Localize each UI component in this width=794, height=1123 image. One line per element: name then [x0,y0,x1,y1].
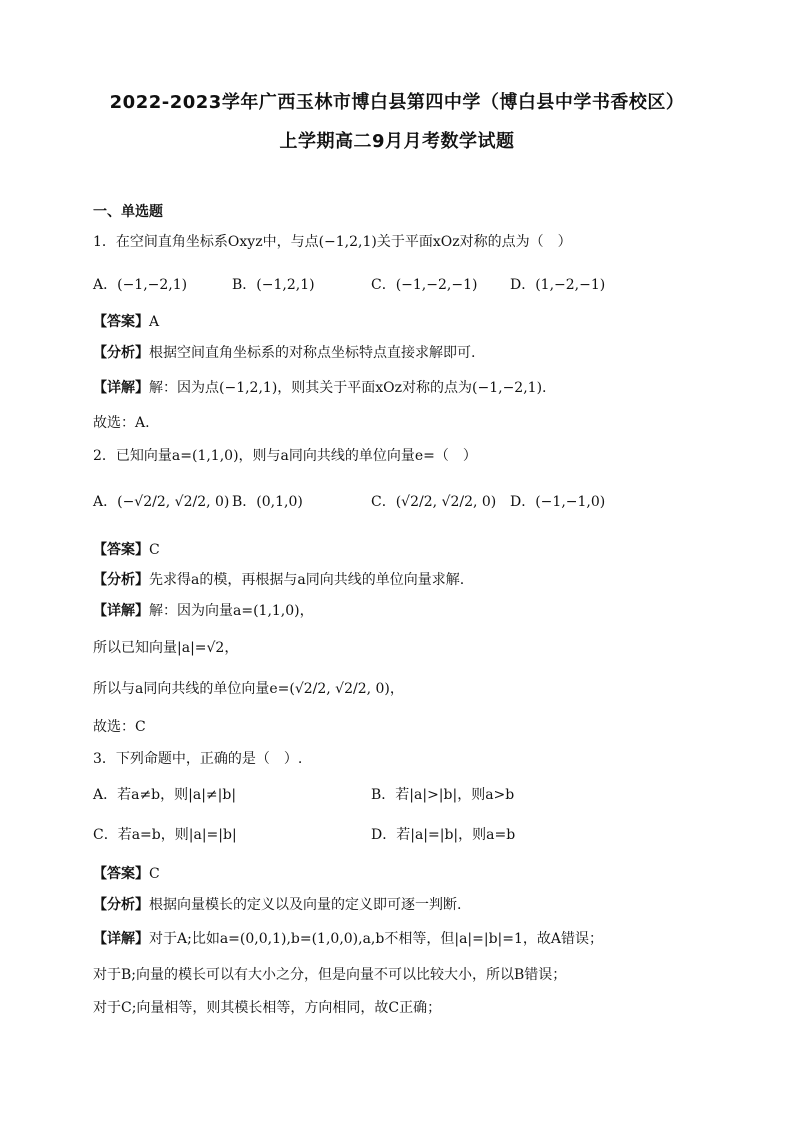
q3-detail-3: 对于C;向量相等，则其模长相等，方向相同，故C正确； [93,1000,442,1016]
q2-answer: C [149,542,160,558]
title-line-2: 上学期高二9月月考数学试题 [279,131,515,152]
q3-detail-2: 对于B;向量的模长可以有大小之分，但是向量不可以比较大小，所以B错误； [93,967,567,983]
q3-detail: 对于A;比如a=(0,0,1),b=(1,0,0),a,b不相等，但|a|=|b|=1，故A错误； [149,931,604,947]
q3-option-a: A．若a≠b，则|a|≠|b| [93,787,237,803]
q3-option-c: C．若a=b，则|a|=|b| [93,827,237,843]
q3-stem: 3．下列命题中，正确的是（ ）. [93,751,303,767]
q3-option-b: B．若|a|>|b|，则a>b [371,787,515,803]
q2-choose: 故选：C [93,719,146,735]
q3-option-d: D．若|a|=|b|，则a=b [371,827,516,843]
q2-detail-2: 所以已知向量|a|=√2， [93,640,239,656]
section-heading: 一、单选题 [93,204,163,220]
q1-analysis-tag: 【分析】 [93,345,149,361]
q1-analysis-line [93,343,475,363]
q1-choose: 故选：A. [93,415,150,431]
q1-option-a: A．(−1,−2,1) [93,277,188,293]
q2-detail-tag: 【详解】 [93,603,149,619]
q2-answer-tag: 【答案】 [93,542,149,558]
q1-answer: A [149,314,160,330]
q3-detail-line [93,929,603,949]
q3-analysis-line [93,895,461,915]
q2-stem: 2．已知向量a=(1,1,0)，则与a同向共线的单位向量e=（ ） [93,448,477,464]
q2-option-c: C．(√2/2, √2/2, 0) [371,494,497,510]
q2-option-a: A．(−√2/2, √2/2, 0) [93,494,230,510]
q2-detail: 解：因为向量a=(1,1,0)， [149,603,314,619]
q3-detail-tag: 【详解】 [93,931,149,947]
q2-analysis-tag: 【分析】 [93,572,149,588]
q2-option-d: D．(−1,−1,0) [510,494,606,510]
q1-detail-tag: 【详解】 [93,380,149,396]
q1-answer-line [93,312,159,332]
q1-detail-line [93,378,546,398]
q3-answer: C [149,866,160,882]
q2-detail-line [93,601,314,621]
q2-analysis: 先求得a的模，再根据与a同向共线的单位向量求解. [149,572,465,588]
q1-analysis: 根据空间直角坐标系的对称点坐标特点直接求解即可. [149,345,476,361]
q1-option-c: C．(−1,−2,−1) [371,277,478,293]
q1-detail: 解：因为点(−1,2,1)，则其关于平面xOz对称的点为(−1,−2,1). [149,380,547,396]
q1-answer-tag: 【答案】 [93,314,149,330]
q1-stem: 1．在空间直角坐标系Oxyz中，与点(−1,2,1)关于平面xOz对称的点为（ ） [93,234,572,250]
q2-answer-line [93,540,160,560]
q1-option-b: B．(−1,2,1) [232,277,315,293]
q2-detail-3: 所以与a同向共线的单位向量e=(√2/2, √2/2, 0)， [93,681,404,697]
q2-option-b: B．(0,1,0) [232,494,303,510]
q3-answer-tag: 【答案】 [93,866,149,882]
title-line-1: 2022-2023学年广西玉林市博白县第四中学（博白县中学书香校区） [109,92,685,113]
q1-option-d: D．(1,−2,−1) [510,277,606,293]
q3-analysis-tag: 【分析】 [93,897,149,913]
q3-answer-line [93,864,160,884]
q3-analysis: 根据向量模长的定义以及向量的定义即可逐一判断. [149,897,462,913]
q2-analysis-line [93,570,464,590]
